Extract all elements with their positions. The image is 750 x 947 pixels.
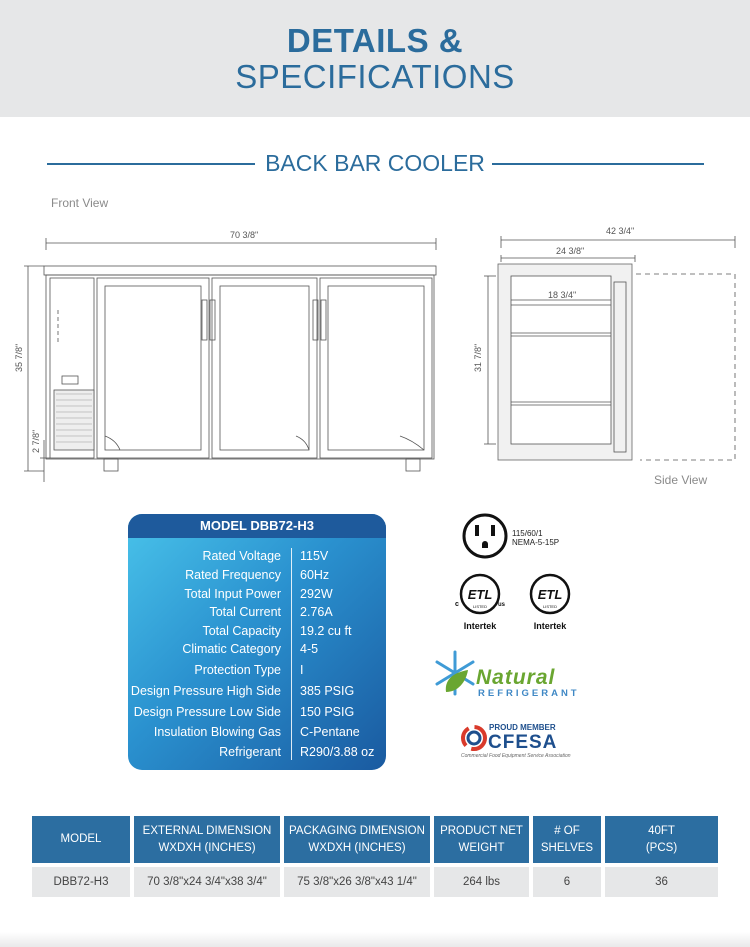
spec-model-caption: MODEL DBB72-H3: [128, 514, 386, 538]
front-view-label: Front View: [51, 196, 109, 210]
etl-c-text: c: [455, 601, 459, 608]
header-title-line1: DETAILS &: [286, 22, 464, 59]
spec-value: I: [300, 663, 304, 677]
spec-value: C-Pentane: [300, 725, 360, 739]
spec-label: Climatic Category: [182, 642, 281, 656]
spec-value: 19.2 cu ft: [300, 624, 352, 638]
spec-value: 150 PSIG: [300, 705, 355, 719]
etl-mark-text: ETL: [537, 587, 563, 602]
spec-value: 115V: [300, 549, 329, 563]
section-title: BACK BAR COOLER: [265, 150, 485, 176]
spec-row: [128, 725, 386, 743]
table-header-weight: PRODUCT NET WEIGHT: [434, 816, 529, 863]
nema-plug-icon: [462, 513, 508, 559]
table-header-shelves: # OF SHELVES: [533, 816, 601, 863]
snowflake-leaf-icon: [430, 648, 480, 700]
spec-row: [128, 684, 386, 702]
cfesa-proud-member: PROUD MEMBER: [489, 723, 556, 732]
table-cell-model: DBB72-H3: [32, 867, 130, 897]
spec-row: [128, 745, 386, 763]
cfesa-logo-icon: [460, 724, 488, 752]
intertek-text: Intertek: [533, 621, 567, 631]
spec-label: Total Input Power: [184, 587, 281, 601]
etl-listed-us-icon: [452, 572, 508, 632]
spec-card: [128, 514, 386, 770]
spec-label: Insulation Blowing Gas: [153, 725, 281, 739]
dim-front-width: 70 3/8": [230, 230, 259, 240]
spec-value: 385 PSIG: [300, 684, 355, 698]
etl-listed-icon: [522, 572, 578, 632]
cfesa-wordmark: CFESA: [488, 732, 558, 753]
table-cell-weight: 264 lbs: [434, 867, 529, 897]
table-cell-40ft: 36: [605, 867, 718, 897]
dim-side-shelf: 18 3/4": [548, 290, 577, 300]
spec-label: Rated Frequency: [185, 568, 281, 582]
plug-nema: NEMA-5-15P: [512, 538, 560, 547]
spec-row: [128, 705, 386, 723]
spec-label: Total Current: [209, 605, 281, 619]
table-cell-packaging: 75 3/8"x26 3/8"x43 1/4": [284, 867, 430, 897]
spec-label: Design Pressure High Side: [130, 684, 281, 698]
natural-refrigerant-title: Natural: [476, 666, 556, 689]
spec-value: 60Hz: [300, 568, 330, 582]
table-header-packaging: PACKAGING DIMENSION WXDXH (INCHES): [284, 816, 430, 863]
natural-refrigerant-subtitle: REFRIGERANT: [478, 688, 580, 699]
table-header-external: EXTERNAL DIMENSION WXDXH (INCHES): [134, 816, 280, 863]
dim-side-total: 42 3/4": [606, 226, 635, 236]
dim-front-height: 35 7/8": [14, 343, 24, 372]
spec-label: Rated Voltage: [202, 549, 281, 563]
spec-row: [128, 605, 386, 623]
etl-us-text: us: [498, 602, 506, 608]
footer-bar: [0, 932, 750, 947]
spec-label: Protection Type: [194, 663, 281, 677]
dim-front-leg: 2 7/8": [31, 429, 41, 453]
side-view-label: Side View: [654, 473, 708, 487]
etl-mark-text: ETL: [467, 587, 493, 602]
spec-row: [128, 549, 386, 567]
spec-row: [128, 663, 386, 681]
spec-row: [128, 587, 386, 605]
spec-value: 4-5: [300, 642, 319, 656]
spec-value: 292W: [300, 587, 333, 601]
cfesa-subtitle: Commercial Food Equipment Service Association: [461, 753, 571, 759]
table-cell-shelves: 6: [533, 867, 601, 897]
spec-value: 2.76A: [300, 605, 333, 619]
spec-row: [128, 568, 386, 586]
etl-listed-text: LISTED: [542, 604, 558, 609]
plug-rating: 115/60/1: [512, 529, 543, 538]
table-cell-external: 70 3/8"x24 3/4"x38 3/4": [134, 867, 280, 897]
spec-row: [128, 624, 386, 642]
spec-label: Total Capacity: [202, 624, 281, 638]
spec-value: R290/3.88 oz: [300, 745, 375, 759]
intertek-text: Intertek: [463, 621, 497, 631]
table-header-model: MODEL: [32, 816, 130, 863]
header-title-line2: SPECIFICATIONS: [235, 58, 515, 95]
etl-listed-text: LISTED: [472, 604, 488, 609]
spec-row: [128, 642, 386, 660]
spec-label: Design Pressure Low Side: [133, 705, 281, 719]
dim-side-height: 31 7/8": [473, 343, 483, 372]
spec-label: Refrigerant: [219, 745, 281, 759]
dim-side-body: 24 3/8": [556, 246, 585, 256]
table-header-40ft: 40FT (PCS): [605, 816, 718, 863]
